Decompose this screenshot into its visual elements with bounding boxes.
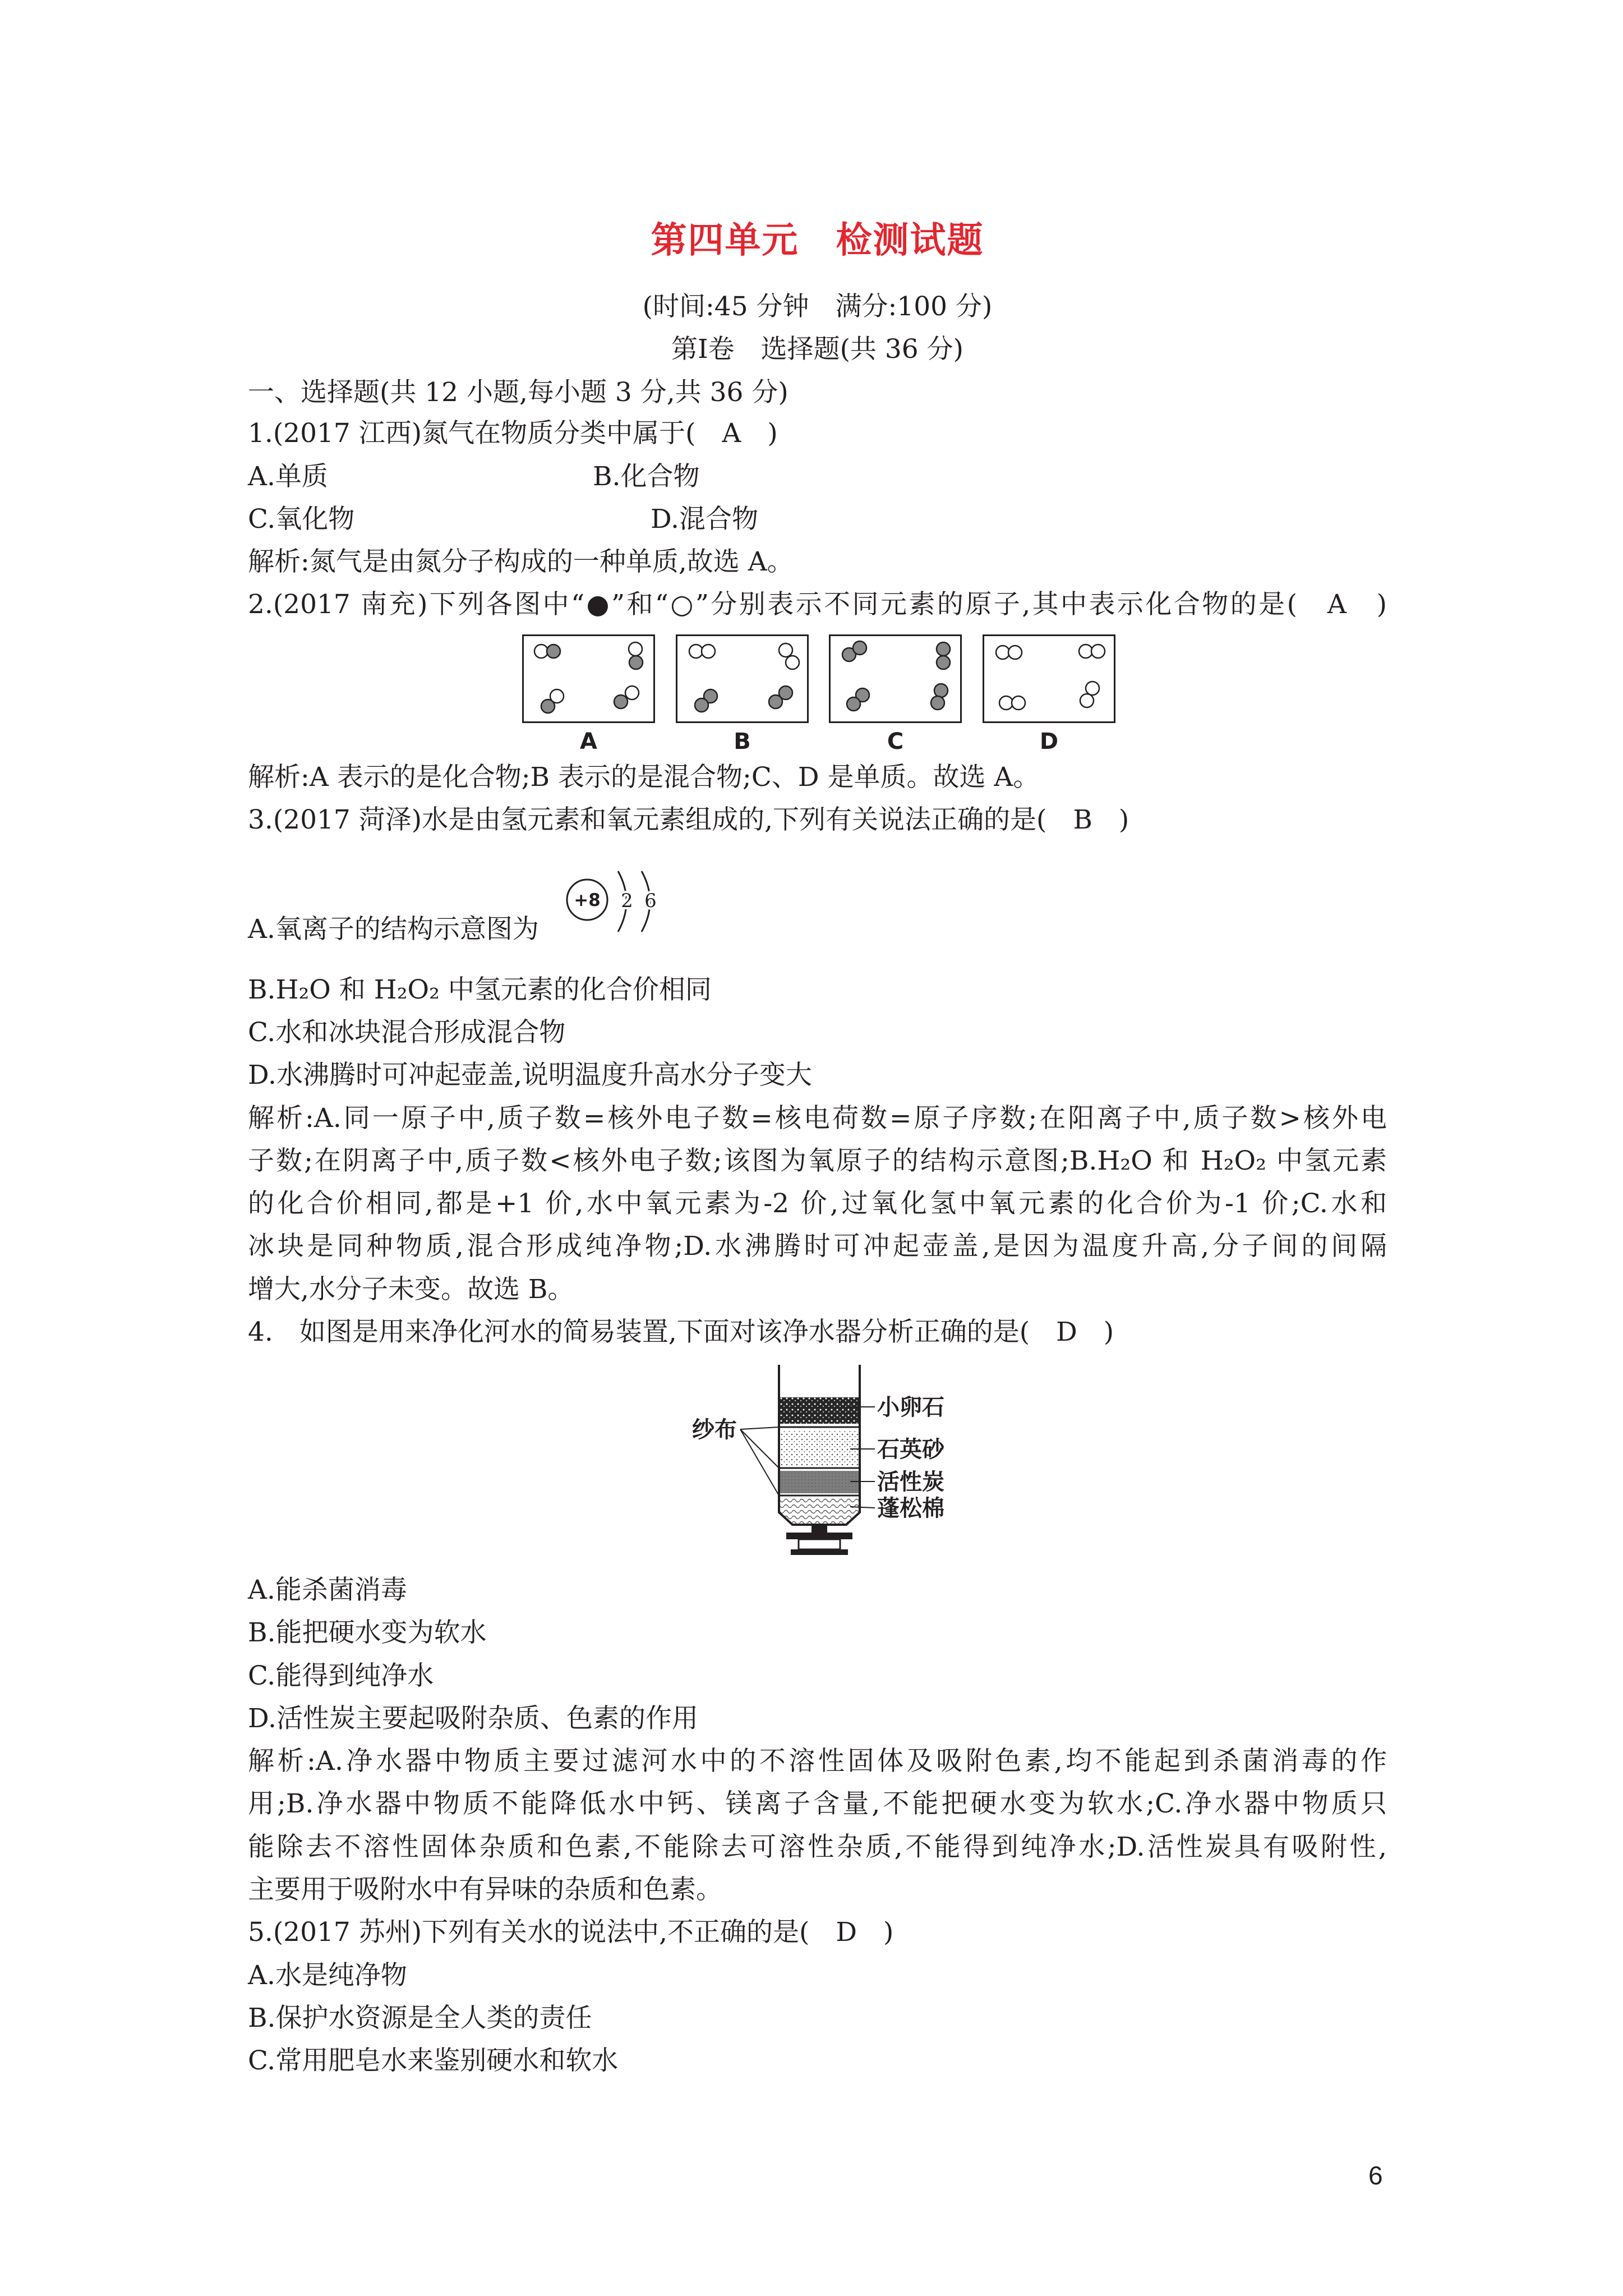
q2-figure-box-d: [983, 634, 1115, 723]
q5-option-b: B.保护水资源是全人类的责任: [248, 2003, 592, 2033]
exam-time-info: (时间:45 分钟 满分:100 分): [642, 291, 993, 322]
q4-analysis-line: 解析:A.净水器中物质主要过滤河水中的不溶性固体及吸附色素,均不能起到杀菌消毒的作: [248, 1746, 1387, 1777]
molecule: [629, 642, 643, 669]
q4-option-a: A.能杀菌消毒: [248, 1575, 407, 1605]
q3-analysis-line: 子数;在阴离子中,质子数<核外电子数;该图为氧原子的结构示意图;B.H₂O 和 H₂O₂ 中氢元素: [248, 1145, 1387, 1176]
activated-carbon-layer: [779, 1471, 860, 1493]
cotton-layer: [779, 1497, 860, 1525]
q4-analysis-line: 能除去不溶性固体杂质和色素,不能除去可溶性杂质,不能得到纯净水;D.活性炭具有吸附性,: [248, 1832, 1387, 1862]
activated-carbon-label: 活性炭: [877, 1469, 944, 1495]
nucleus-charge: +8: [574, 890, 601, 910]
q4-analysis-line: 用;B.净水器中物质不能降低水中钙、镁离子含量,不能把硬水变为软水;C.净水器中物质只: [248, 1788, 1387, 1819]
molecule: [937, 642, 950, 669]
q5-stem: 5.(2017 苏州)下列有关水的说法中,不正确的是( D ): [248, 1917, 894, 1948]
volume-heading: 第Ⅰ卷 选择题(共 36 分): [671, 334, 963, 365]
q5-option-a: A.水是纯净物: [248, 1960, 407, 1991]
q3-option-c: C.水和冰块混合形成混合物: [248, 1017, 566, 1048]
section-heading: 一、选择题(共 12 小题,每小题 3 分,共 36 分): [248, 377, 789, 408]
q3-option-a: A.氧离子的结构示意图为: [248, 914, 539, 945]
molecule: [1079, 645, 1105, 658]
q3-option-b: B.H₂O 和 H₂O₂ 中氢元素的化合价相同: [248, 974, 712, 1005]
q2-analysis: 解析:A 表示的是化合物;B 表示的是混合物;C、D 是单质。故选 A。: [248, 762, 1040, 793]
q5-option-c: C.常用肥皂水来鉴别硬水和软水: [248, 2045, 619, 2076]
q1-option-a: A.单质: [248, 461, 328, 492]
page-title: 第四单元 检测试题: [651, 219, 984, 261]
q3-analysis-line: 增大,水分子未变。故选 B。: [248, 1274, 574, 1305]
q3-analysis-line: 解析:A.同一原子中,质子数=核外电子数=核电荷数=原子序数;在阳离子中,质子数>核外电: [248, 1103, 1387, 1134]
q2-figure-label-b: B: [734, 729, 751, 754]
q1-option-c: C.氧化物: [248, 504, 355, 535]
molecule: [769, 686, 792, 708]
page-number: 6: [1368, 2161, 1383, 2190]
molecule: [996, 646, 1022, 659]
molecule: [541, 689, 564, 713]
q2-figure-box-c: [829, 634, 962, 723]
molecule: [695, 689, 717, 712]
q2-stem: 2.(2017 南充)下列各图中“●”和“○”分别表示不同元素的原子,其中表示化合物的是( A ): [248, 589, 1387, 620]
shell-1-electrons: 2: [621, 890, 633, 912]
q4-option-b: B.能把硬水变为软水: [248, 1617, 487, 1648]
q3-oxygen-ion-diagram: [561, 861, 667, 940]
q2-figure-label-d: D: [1039, 729, 1059, 754]
q4-option-d: D.活性炭主要起吸附杂质、色素的作用: [248, 1703, 698, 1734]
water-filter-diagram: [690, 1358, 953, 1565]
q2-figure-label-a: A: [580, 729, 597, 754]
pebble-label: 小卵石: [877, 1395, 944, 1420]
quartz-sand-label: 石英砂: [877, 1437, 944, 1462]
cotton-label: 蓬松棉: [877, 1496, 944, 1521]
molecule: [534, 645, 560, 658]
valve-top: [786, 1533, 852, 1539]
gauze-label: 纱布: [692, 1417, 737, 1443]
q3-option-d: D.水沸腾时可冲起壶盖,说明温度升高水分子变大: [248, 1060, 812, 1091]
molecule: [614, 686, 639, 708]
q1-option-b: B.化合物: [593, 461, 700, 492]
molecule: [931, 684, 948, 710]
outlet-neck: [811, 1525, 827, 1533]
molecule: [847, 688, 869, 711]
molecule: [779, 643, 799, 669]
q1-stem: 1.(2017 江西)氮气在物质分类中属于( A ): [248, 418, 778, 449]
shell-2-electrons: 6: [644, 890, 657, 912]
q3-stem: 3.(2017 菏泽)水是由氢元素和氧元素组成的,下列有关说法正确的是( B ): [248, 804, 1129, 835]
molecule: [1080, 682, 1099, 707]
valve-body: [799, 1539, 840, 1549]
q2-figure-label-c: C: [887, 729, 904, 754]
q3-analysis-line: 冰块是同种物质,混合形成纯净物;D.水沸腾时可冲起壶盖,是因为温度升高,分子间的间隔: [248, 1231, 1387, 1262]
q4-option-c: C.能得到纯净水: [248, 1660, 434, 1691]
molecule: [689, 645, 715, 658]
q2-figure-box-b: [676, 634, 809, 723]
q4-stem: 4. 如图是用来净化河水的简易装置,下面对该净水器分析正确的是( D ): [248, 1317, 1114, 1347]
pebble-layer: [779, 1397, 860, 1424]
gauze-leader: [740, 1427, 779, 1429]
q1-analysis: 解析:氮气是由氮分子构成的一种单质,故选 A。: [248, 546, 794, 577]
quartz-sand-layer: [779, 1431, 860, 1465]
q4-analysis-line: 主要用于吸附水中有异味的杂质和色素。: [248, 1874, 722, 1905]
molecule: [999, 696, 1025, 710]
q1-option-d: D.混合物: [651, 504, 758, 535]
molecule: [842, 641, 866, 661]
valve-base: [791, 1549, 848, 1555]
q2-figure-box-a: [522, 634, 655, 723]
q3-analysis-line: 的化合价相同,都是+1 价,水中氧元素为-2 价,过氧化氢中氧元素的化合价为-1 价;C.水和: [248, 1188, 1387, 1219]
